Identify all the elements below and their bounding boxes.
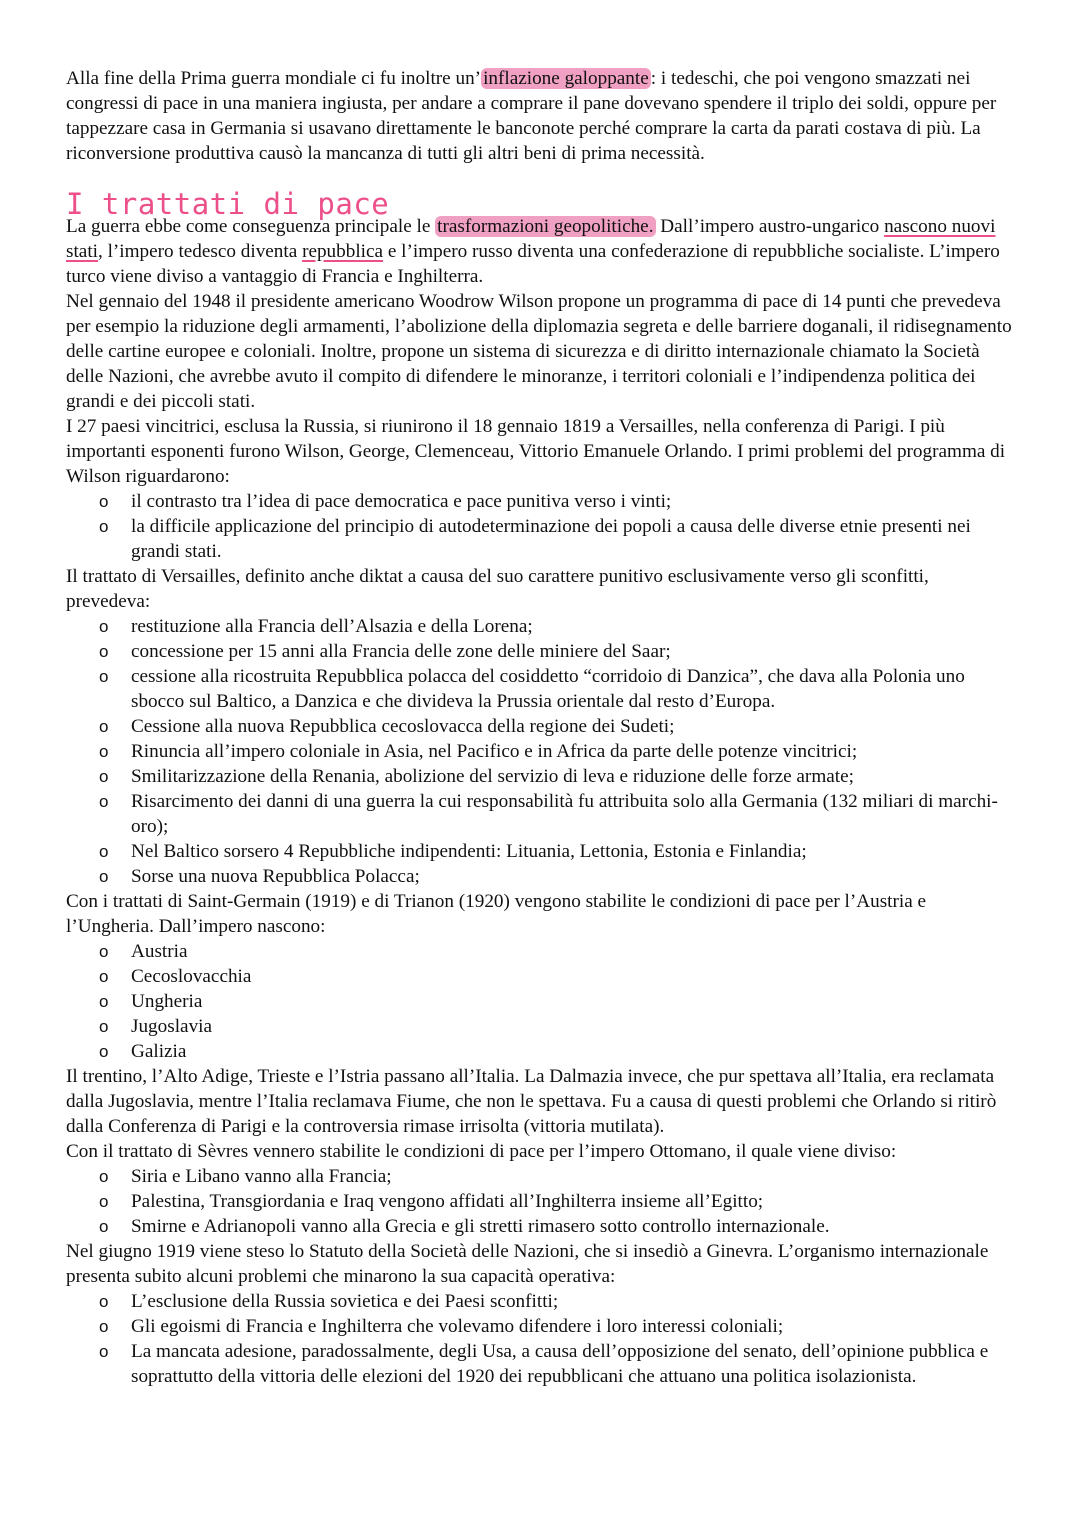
list-item: o Smilitarizzazione della Renania, abolizione del servizio di leva e riduzione delle forze armate; [66,764,1016,789]
list-item: o il contrasto tra l’idea di pace democratica e pace punitiva verso i vinti; [66,489,1016,514]
list-item: o Galizia [66,1039,1016,1064]
list-item: o Cessione alla nuova Repubblica cecoslovacca della regione dei Sudeti; [66,714,1016,739]
underline-repubblica: repubblica [302,241,384,262]
list-ottoman-division [66,1164,1016,1239]
list-wilson-problems [66,489,1016,564]
list-item: o Jugoslavia [66,1014,1016,1039]
list-item: o L’esclusione della Russia sovietica e dei Paesi sconfitti; [66,1289,1016,1314]
list-item: o Gli egoismi di Francia e Inghilterra che volevamo difendere i loro interessi coloniali; [66,1314,1016,1339]
paragraph-sevres: Con il trattato di Sèvres vennero stabilite le condizioni di pace per l’impero Ottomano, il quale viene diviso: [66,1141,897,1162]
document-page [66,66,1016,1389]
list-item: o restituzione alla Francia dell’Alsazia e della Lorena; [66,614,1016,639]
paragraph-versailles-treaty: Il trattato di Versailles, definito anche diktat a causa del suo carattere punitivo esclusivamente verso gli sconfitti, prevedeva: [66,566,929,612]
list-item: o Ungheria [66,989,1016,1014]
paragraph-wilson: Nel gennaio del 1948 il presidente americano Woodrow Wilson propone un programma di pace di 14 punti che prevedeva per esempio la riduzione degli armamenti, l’abolizione della diplomazia segreta e delle barriere doganali, il ridisegnamento delle cartine europee e coloniali. Inoltre, propone un sistema di sicurezza e di diritto internazionale chiamato la Società delle Nazioni, che avrebbe avuto il compito di difendere le minoranze, i territori coloniali e l’indipendenza politica dei grandi e dei piccoli stati. [66,291,1012,412]
intro-paragraph: Alla fine della Prima guerra mondiale ci fu inoltre un’ inflazione galoppante : i tedeschi, che poi vengono smazzati nei congressi di pace in una maniera ingiusta, per andare a comprare il pane dovevano spendere il triplo dei soldi, oppure per tappezzare casa in Germania si usavano direttamente le banconote perché comprare la carta da parati costava di più. La riconversione produttiva causò la mancanza di tutti gli altri beni di prima necessità. [66,68,997,164]
paragraph-societa-nazioni: Nel giugno 1919 viene steso lo Statuto della Società delle Nazioni, che si insediò a Ginevra. L’organismo internazionale presenta subito alcuni problemi che minarono la sua capacità operativa: [66,1241,989,1287]
list-item: o Risarcimento dei danni di una guerra la cui responsabilità fu attribuita solo alla Germania (132 miliari di marchi-oro); [66,789,1016,839]
paragraph-versailles-conference: I 27 paesi vincitrici, esclusa la Russia, si riunirono il 18 gennaio 1819 a Versailles, nella conferenza di Parigi. I più importanti esponenti furono Wilson, George, Clemenceau, Vittorio Emanuele Orlando. I primi problemi del programma di Wilson riguardarono: [66,416,1006,487]
paragraph-geopolitiche: La guerra ebbe come conseguenza principale le trasformazioni geopolitiche. Dall’impero austro-ungarico nascono nuovi stati, l’impero tedesco diventa repubblica e l’impero russo diventa una confederazione di repubbliche socialiste. L’impero turco viene diviso a vantaggio di Francia e Inghilterra. [66,216,1000,287]
paragraph-italia: Il trentino, l’Alto Adige, Trieste e l’Istria passano all’Italia. La Dalmazia invece, che pur spettava all’Italia, era reclamata dalla Jugoslavia, mentre l’Italia reclamava Fiume, che non le spettava. Fu a causa di questi problemi che Orlando si ritirò dalla Conferenza di Parigi e la controversia rimase irrisolta (vittoria mutilata). [66,1066,997,1137]
list-item: o Austria [66,939,1016,964]
list-item: o la difficile applicazione del principio di autodeterminazione dei popoli a causa delle diverse etnie presenti nei grandi stati. [66,514,1016,564]
list-new-states [66,939,1016,1064]
list-item: o La mancata adesione, paradossalmente, degli Usa, a causa dell’opposizione del senato, dell’opinione pubblica e soprattutto della vittoria delle elezioni del 1920 dei repubblicani che attuano una politica isolazionista. [66,1339,1016,1389]
list-item: o Cecoslovacchia [66,964,1016,989]
list-item: o Rinuncia all’impero coloniale in Asia, nel Pacifico e in Africa da parte delle potenze vincitrici; [66,739,1016,764]
list-item: o Smirne e Adrianopoli vanno alla Grecia e gli stretti rimasero sotto controllo internazionale. [66,1214,1016,1239]
underline-nuovi-stati: nascono nuovi stati [66,216,996,262]
list-societa-problems [66,1289,1016,1389]
list-item: o Nel Baltico sorsero 4 Repubbliche indipendenti: Lituania, Lettonia, Estonia e Finlandia; [66,839,1016,864]
list-item: o cessione alla ricostruita Repubblica polacca del cosiddetto “corridoio di Danzica”, che dava alla Polonia uno sbocco sul Baltico, a Danzica e che divideva la Prussia orientale dal resto d’Europa. [66,664,1016,714]
list-item: o Sorse una nuova Repubblica Polacca; [66,864,1016,889]
highlight-inflazione: inflazione galoppante [483,68,649,89]
list-item: o concessione per 15 anni alla Francia delle zone delle miniere del Saar; [66,639,1016,664]
list-item: o Palestina, Transgiordania e Iraq vengono affidati all’Inghilterra insieme all’Egitto; [66,1189,1016,1214]
list-versailles-terms [66,614,1016,889]
paragraph-saint-germain: Con i trattati di Saint-Germain (1919) e di Trianon (1920) vengono stabilite le condizioni di pace per l’Austria e l’Ungheria. Dall’impero nascono: [66,891,927,937]
highlight-trasformazioni: trasformazioni geopolitiche. [437,216,654,237]
list-item: o Siria e Libano vanno alla Francia; [66,1164,1016,1189]
section-heading: I trattati di pace [66,187,390,221]
